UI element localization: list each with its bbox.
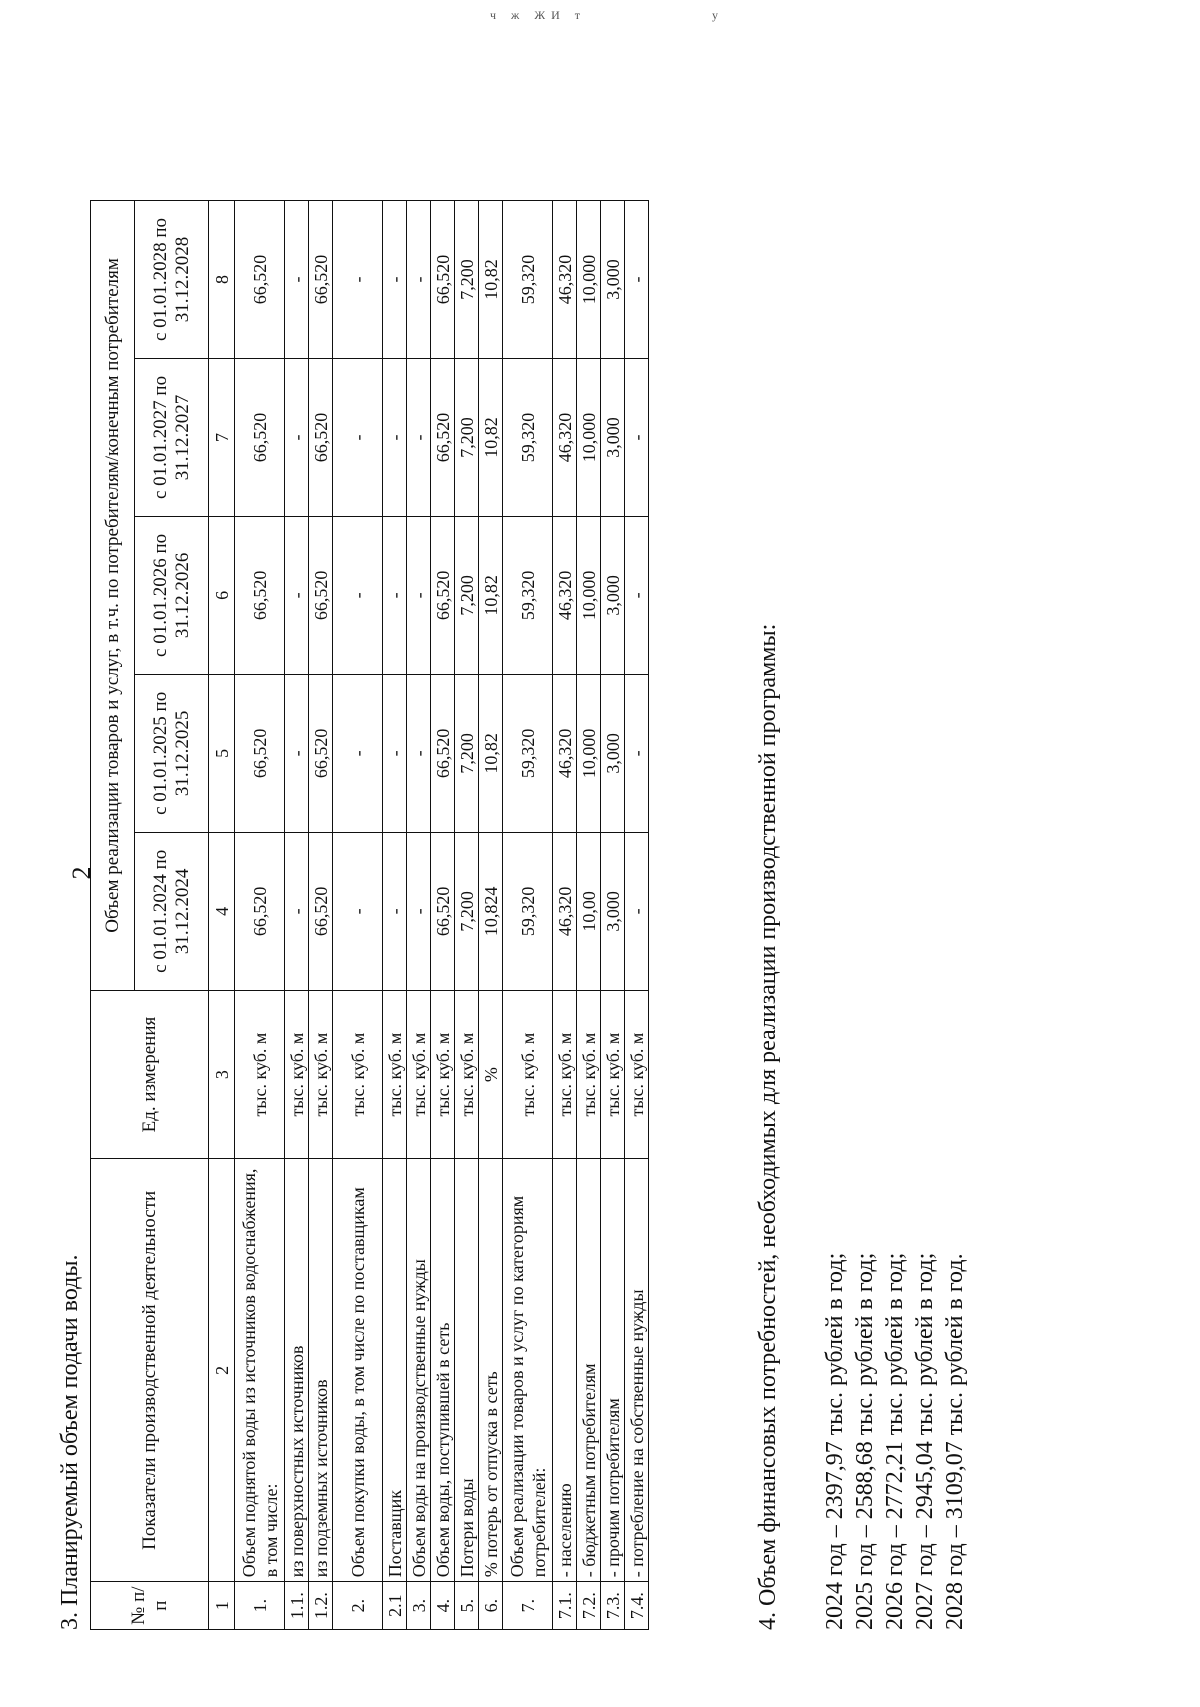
row-num: 7.2. [577, 1582, 601, 1630]
section-4-title: 4. Объем финансовых потребностей, необходимых для реализации производственной программы: [755, 623, 781, 1630]
row-value: 66,520 [431, 201, 455, 359]
row-value: 7,200 [455, 201, 479, 359]
rotated-page-content [50, 50, 1150, 1630]
row-value: 46,320 [553, 516, 577, 674]
row-value: - [407, 201, 431, 359]
row-value: - [625, 516, 649, 674]
row-name: - населению [553, 1159, 577, 1582]
row-value: 3,000 [601, 832, 625, 990]
row-value: 10,824 [479, 832, 503, 990]
row-value: 3,000 [601, 674, 625, 832]
row-value: - [625, 674, 649, 832]
row-value: 66,520 [309, 516, 333, 674]
table-row [309, 201, 333, 1630]
row-value: 10,000 [577, 201, 601, 359]
row-name: - потребление на собственные нужды [625, 1159, 649, 1582]
header-unit: Ед. измерения [91, 990, 209, 1159]
row-value: 66,520 [235, 358, 285, 516]
row-value: 66,520 [235, 674, 285, 832]
row-name: Объем покупки воды, в том числе по поставщикам [333, 1159, 383, 1582]
row-unit: тыс. куб. м [235, 990, 285, 1159]
table-row [431, 201, 455, 1630]
row-value: 59,320 [503, 201, 553, 359]
header-period-2027: с 01.01.2027 по 31.12.2027 [135, 358, 209, 516]
row-value: 66,520 [309, 832, 333, 990]
row-value: - [625, 201, 649, 359]
row-value: - [285, 516, 309, 674]
row-name: из подземных источников [309, 1159, 333, 1582]
row-num: 1. [235, 1582, 285, 1630]
table-row [333, 201, 383, 1630]
row-unit: тыс. куб. м [407, 990, 431, 1159]
water-supply-table [90, 200, 649, 1630]
scan-artifact-marks: ч ж ЖИ т [490, 8, 586, 22]
row-value: 46,320 [553, 201, 577, 359]
row-num: 7.4. [625, 1582, 649, 1630]
table-row [625, 201, 649, 1630]
row-value: 66,520 [309, 201, 333, 359]
row-num: 3. [407, 1582, 431, 1630]
row-value: 66,520 [235, 832, 285, 990]
row-value: 10,82 [479, 358, 503, 516]
row-value: 66,520 [431, 674, 455, 832]
row-unit: тыс. куб. м [577, 990, 601, 1159]
row-value: 7,200 [455, 358, 479, 516]
row-name: из поверхностных источников [285, 1159, 309, 1582]
row-value: 66,520 [309, 358, 333, 516]
table-row [577, 201, 601, 1630]
table-row [285, 201, 309, 1630]
row-value: - [383, 201, 407, 359]
row-value: 3,000 [601, 358, 625, 516]
row-unit: тыс. куб. м [455, 990, 479, 1159]
financial-needs-list [820, 1253, 970, 1630]
row-value: 59,320 [503, 358, 553, 516]
col-number: 3 [209, 990, 235, 1159]
row-num: 1.1. [285, 1582, 309, 1630]
list-item: 2028 год – 3109,07 тыс. рублей в год. [942, 1253, 968, 1630]
row-value: 66,520 [235, 201, 285, 359]
header-period-2025: с 01.01.2025 по 31.12.2025 [135, 674, 209, 832]
row-value: 46,320 [553, 674, 577, 832]
header-volume-group: Объем реализации товаров и услуг, в т.ч. по потребителям/конечным потребителям [91, 201, 135, 991]
row-num: 5. [455, 1582, 479, 1630]
header-num: № п/п [91, 1582, 209, 1630]
row-name: Объем воды на производственные нужды [407, 1159, 431, 1582]
row-value: - [285, 832, 309, 990]
col-number: 6 [209, 516, 235, 674]
row-value: - [285, 674, 309, 832]
row-name: % потерь от отпуска в сеть [479, 1159, 503, 1582]
row-value: - [285, 358, 309, 516]
row-value: - [383, 358, 407, 516]
row-value: 10,82 [479, 674, 503, 832]
row-value: 66,520 [431, 516, 455, 674]
row-unit: тыс. куб. м [285, 990, 309, 1159]
row-value: 10,000 [577, 358, 601, 516]
row-unit: тыс. куб. м [431, 990, 455, 1159]
row-value: 7,200 [455, 674, 479, 832]
row-unit: тыс. куб. м [553, 990, 577, 1159]
table-row [479, 201, 503, 1630]
row-unit: тыс. куб. м [503, 990, 553, 1159]
header-period-2028: с 01.01.2028 по 31.12.2028 [135, 201, 209, 359]
row-unit: тыс. куб. м [333, 990, 383, 1159]
table-row [383, 201, 407, 1630]
scan-artifact-mark: у [712, 8, 718, 22]
row-unit: тыс. куб. м [383, 990, 407, 1159]
header-period-2024: с 01.01.2024 по 31.12.2024 [135, 832, 209, 990]
page-number: 2 [67, 866, 96, 880]
row-value: - [383, 832, 407, 990]
header-indicator: Показатели производственной деятельности [91, 1159, 209, 1582]
list-item: 2026 год – 2772,21 тыс. рублей в год; [882, 1252, 908, 1630]
row-value: 46,320 [553, 358, 577, 516]
row-unit: тыс. куб. м [625, 990, 649, 1159]
row-value: 66,520 [431, 832, 455, 990]
row-num: 2.1 [383, 1582, 407, 1630]
row-value: 10,00 [577, 832, 601, 990]
row-name: Потери воды [455, 1159, 479, 1582]
row-value: - [333, 674, 383, 832]
table-row [601, 201, 625, 1630]
col-number: 1 [209, 1582, 235, 1630]
row-value: 66,520 [431, 358, 455, 516]
list-item: 2027 год – 2945,04 тыс. рублей в год; [912, 1252, 938, 1630]
row-value: 10,000 [577, 674, 601, 832]
row-value: - [333, 516, 383, 674]
row-name: Поставщик [383, 1159, 407, 1582]
row-num: 4. [431, 1582, 455, 1630]
row-num: 6. [479, 1582, 503, 1630]
row-value: - [407, 832, 431, 990]
row-name: Объем поднятой воды из источников водоснабжения, в том числе: [235, 1159, 285, 1582]
table-row [553, 201, 577, 1630]
row-value: - [285, 201, 309, 359]
row-value: 3,000 [601, 201, 625, 359]
row-value: - [333, 832, 383, 990]
table-row [455, 201, 479, 1630]
row-value: 10,82 [479, 201, 503, 359]
section-3-title: 3. Планируемый объем подачи воды. [57, 1254, 83, 1630]
row-value: 10,000 [577, 516, 601, 674]
row-value: 59,320 [503, 832, 553, 990]
col-number: 8 [209, 201, 235, 359]
row-value: 7,200 [455, 832, 479, 990]
row-num: 1.2. [309, 1582, 333, 1630]
row-value: 66,520 [309, 674, 333, 832]
row-value: - [625, 832, 649, 990]
row-value: - [333, 358, 383, 516]
row-unit: тыс. куб. м [601, 990, 625, 1159]
col-number: 4 [209, 832, 235, 990]
row-unit: % [479, 990, 503, 1159]
list-item: 2025 год – 2588,68 тыс. рублей в год; [852, 1252, 878, 1630]
col-number: 7 [209, 358, 235, 516]
row-num: 7. [503, 1582, 553, 1630]
row-name: Объем воды, поступившей в сеть [431, 1159, 455, 1582]
table-row [235, 201, 285, 1630]
row-value: - [383, 516, 407, 674]
row-name: Объем реализации товаров и услуг по категориям потребителей: [503, 1159, 553, 1582]
row-unit: тыс. куб. м [309, 990, 333, 1159]
row-value: 59,320 [503, 674, 553, 832]
list-item: 2024 год – 2397,97 тыс. рублей в год; [822, 1252, 848, 1630]
row-num: 7.1. [553, 1582, 577, 1630]
col-number: 5 [209, 674, 235, 832]
row-num: 7.3. [601, 1582, 625, 1630]
row-value: - [407, 516, 431, 674]
row-value: 66,520 [235, 516, 285, 674]
row-value: - [333, 201, 383, 359]
row-value: - [383, 674, 407, 832]
row-value: 46,320 [553, 832, 577, 990]
row-value: - [407, 358, 431, 516]
row-value: 10,82 [479, 516, 503, 674]
header-period-2026: с 01.01.2026 по 31.12.2026 [135, 516, 209, 674]
row-num: 2. [333, 1582, 383, 1630]
row-value: 59,320 [503, 516, 553, 674]
col-number: 2 [209, 1159, 235, 1582]
row-value: - [407, 674, 431, 832]
row-name: - бюджетным потребителям [577, 1159, 601, 1582]
table-row [407, 201, 431, 1630]
row-name: - прочим потребителям [601, 1159, 625, 1582]
row-value: 3,000 [601, 516, 625, 674]
row-value: 7,200 [455, 516, 479, 674]
row-value: - [625, 358, 649, 516]
table-row [503, 201, 553, 1630]
